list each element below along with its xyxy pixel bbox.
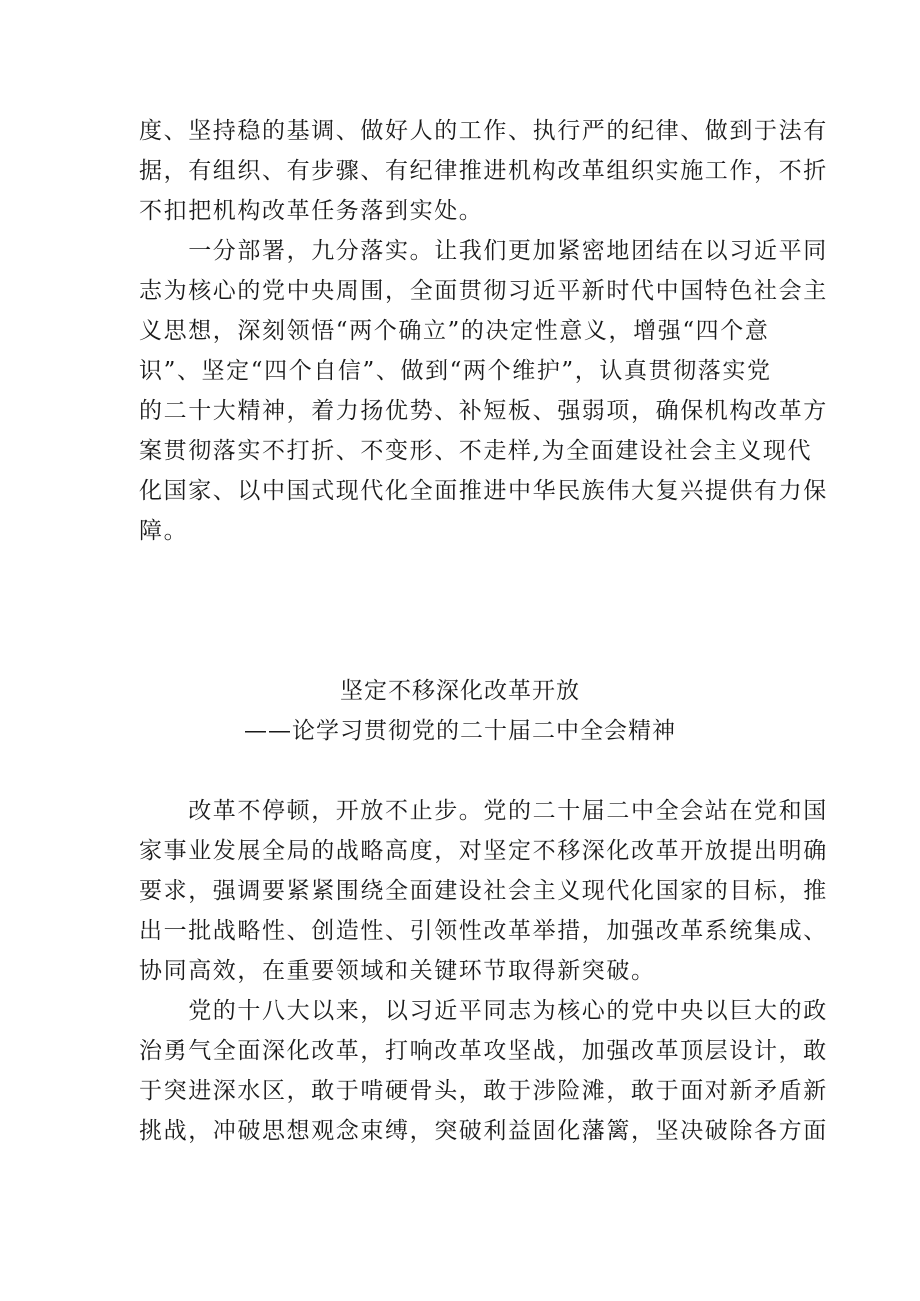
text-line: 治勇气全面深化改革，打响改革攻坚战，加强改革顶层设计，敢 xyxy=(139,1038,828,1064)
text-line: 家事业发展全局的战略高度，对坚定不移深化改革开放提出明确 xyxy=(139,838,828,864)
text-line: 志为核心的党中央周围，全面贯彻习近平新时代中国特色社会主 xyxy=(139,278,828,304)
text-line: 要求，强调要紧紧围绕全面建设社会主义现代化国家的目标，推 xyxy=(139,878,828,904)
text-line: 党的十八大以来，以习近平同志为核心的党中央以巨大的政 xyxy=(139,998,828,1024)
text-line: 义思想，深刻领悟“两个确立”的决定性意义，增强“四个意 xyxy=(139,318,770,344)
text-line: 案贯彻落实不打折、不变形、不走样,为全面建设社会主义现代 xyxy=(139,438,813,464)
text-line: 不扣把机构改革任务落到实处。 xyxy=(139,198,484,224)
text-line: 度、坚持稳的基调、做好人的工作、执行严的纪律、做到于法有 xyxy=(139,118,828,144)
article-subtitle: ——论学习贯彻党的二十届二中全会精神 xyxy=(244,718,676,744)
text-line: 据，有组织、有步骤、有纪律推进机构改革组织实施工作，不折 xyxy=(139,158,828,184)
text-line: 的二十大精神，着力扬优势、补短板、强弱项，确保机构改革方 xyxy=(139,398,828,424)
text-line: 改革不停顿，开放不止步。党的二十届二中全会站在党和国 xyxy=(139,798,828,824)
text-line: 识”、坚定“四个自信”、做到“两个维护”，认真贯彻落实党 xyxy=(139,358,772,384)
text-line: 协同高效，在重要领域和关键环节取得新突破。 xyxy=(139,958,656,984)
text-line: 障。 xyxy=(139,518,189,544)
text-line: 化国家、以中国式现代化全面推进中华民族伟大复兴提供有力保 xyxy=(139,478,828,504)
text-line: 于突进深水区，敢于啃硬骨头，敢于涉险滩，敢于面对新矛盾新 xyxy=(139,1078,828,1104)
text-line: 出一批战略性、创造性、引领性改革举措，加强改革系统集成、 xyxy=(139,918,828,944)
text-line: 一分部署，九分落实。让我们更加紧密地团结在以习近平同 xyxy=(139,238,828,264)
text-line: 挑战，冲破思想观念束缚，突破利益固化藩篱，坚决破除各方面 xyxy=(139,1118,828,1144)
article-title: 坚定不移深化改革开放 xyxy=(340,678,580,704)
